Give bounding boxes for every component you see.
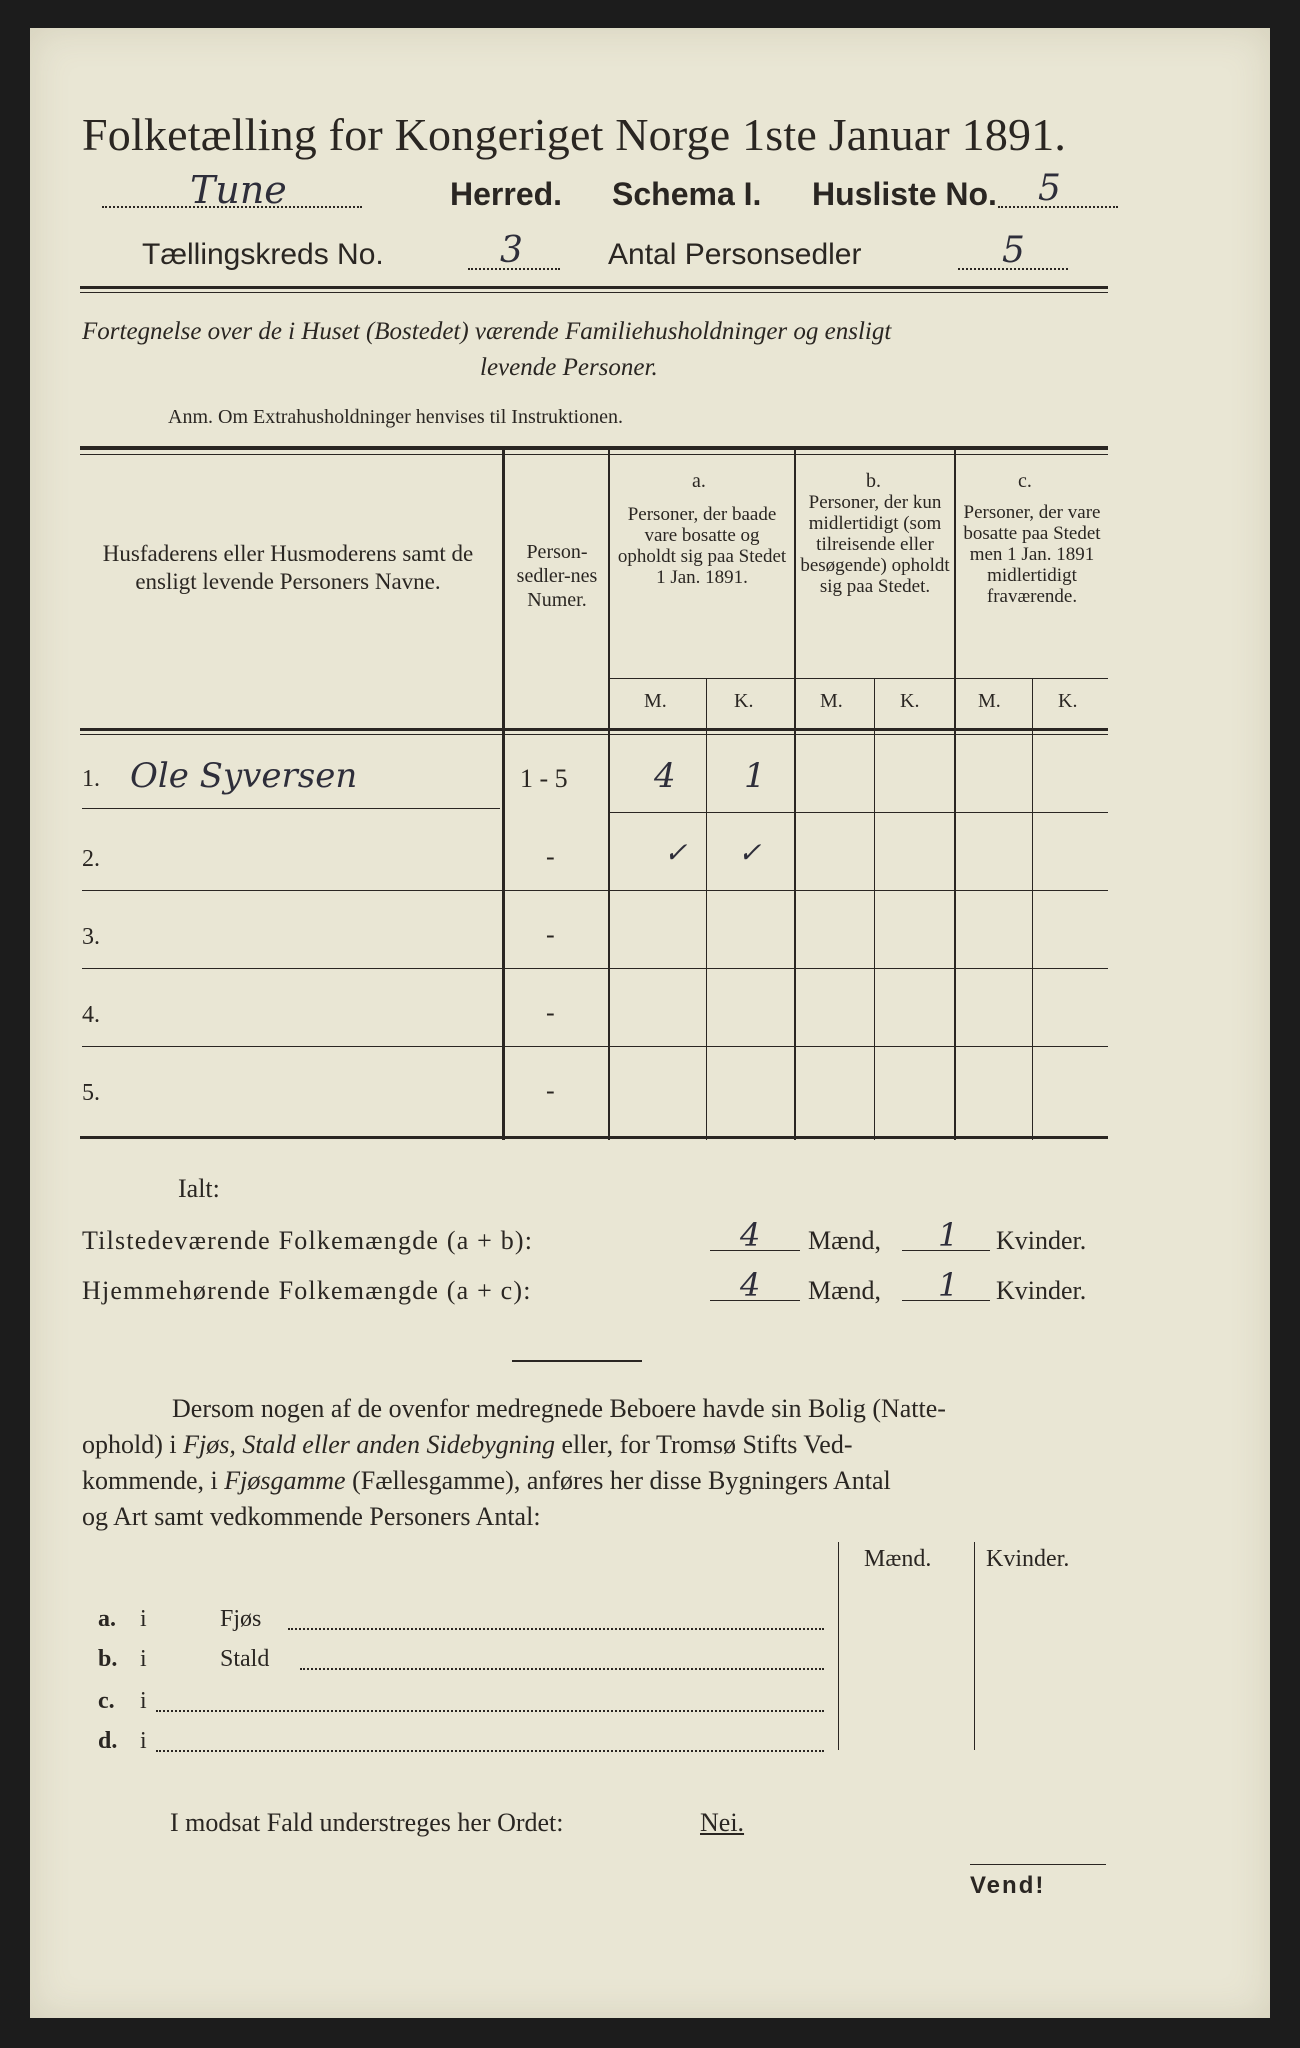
modsat-text: I modsat Fald understreges her Ordet: <box>170 1808 564 1837</box>
col-header-a: Personer, der baade vare bosatte og opholdt sig paa Stedet 1 Jan. 1891. <box>617 504 787 588</box>
row-numer: - <box>546 920 555 949</box>
row-number: 2. <box>82 846 100 872</box>
row-numer: - <box>546 1076 555 1105</box>
col-b-m: M. <box>820 690 843 712</box>
row-a-k: 1 <box>744 756 766 796</box>
item-letter: b. <box>98 1646 118 1672</box>
item-letter: a. <box>98 1606 116 1632</box>
item-letter: c. <box>98 1688 115 1714</box>
herred-value: Tune <box>190 168 287 212</box>
herred-label: Herred. <box>450 176 563 212</box>
bolig-text-3: kommende, i Fjøsgamme (Fællesgamme), anføres her disse Bygningers Antal <box>82 1466 891 1495</box>
col-header-c: Personer, der vare bosatte paa Stedet men 1 Jan. 1891 midlertidigt fraværende. <box>963 502 1101 607</box>
row-name: Ole Syversen <box>130 756 358 796</box>
schema-label: Schema I. <box>612 176 762 212</box>
hjemme-maend-value: 4 <box>740 1266 761 1304</box>
item-i: i <box>140 1688 147 1714</box>
ialt-label: Ialt: <box>178 1174 220 1203</box>
col-b-letter: b. <box>866 470 881 492</box>
item-i: i <box>140 1606 147 1632</box>
hjemme-kvinder-label: Kvinder. <box>996 1276 1087 1305</box>
kreds-label: Tællingskreds No. <box>142 238 384 271</box>
anm-note: Anm. Om Extrahusholdninger henvises til Instruktionen. <box>168 406 623 428</box>
item-letter: d. <box>98 1728 118 1754</box>
row-numer: - <box>546 998 555 1027</box>
husliste-value: 5 <box>1038 168 1061 209</box>
row-number: 1. <box>82 766 100 792</box>
col-header-numer: Person-sedler-nes Numer. <box>516 541 598 611</box>
col-header-name: Husfaderens eller Husmoderens samt de ensligt levende Personers Navne. <box>102 541 474 594</box>
bolig-text-4: og Art samt vedkommende Personers Antal: <box>82 1502 541 1531</box>
row-a-m: ✓ <box>664 836 688 869</box>
form-title: Folketælling for Kongeriget Norge 1ste Januar 1891. <box>82 109 1067 160</box>
antal-value: 5 <box>1002 230 1025 271</box>
tilstede-kvinder-value: 1 <box>938 1216 959 1254</box>
hjemme-label: Hjemmehørende Folkemængde (a + c): <box>82 1276 532 1305</box>
vend-label: Vend! <box>970 1872 1046 1899</box>
antal-label: Antal Personsedler <box>608 238 862 271</box>
intro-line-2: levende Personer. <box>480 354 658 381</box>
hjemme-kvinder-value: 1 <box>938 1266 959 1304</box>
bolig-text-2: ophold) i Fjøs, Stald eller anden Sidebygning eller, for Tromsø Stifts Ved- <box>82 1430 853 1459</box>
nei-word: Nei. <box>700 1808 745 1837</box>
col-c-k: K. <box>1058 690 1078 712</box>
row-number: 5. <box>82 1080 100 1106</box>
census-form-page <box>30 28 1270 2018</box>
col-a-k: K. <box>734 690 754 712</box>
item-label: Stald <box>220 1646 270 1672</box>
row-numer: - <box>546 842 555 871</box>
intro-line-1: Fortegnelse over de i Huset (Bostedet) værende Familiehusholdninger og ensligt <box>82 318 892 345</box>
tilstede-maend-label: Mænd, <box>808 1226 881 1255</box>
col-c-letter: c. <box>1018 470 1032 492</box>
row-numer: 1 - 5 <box>520 764 568 793</box>
col-header-b: Personer, der kun midlertidigt (som tilreisende eller besøgende) opholdt sig paa Stedet. <box>800 492 950 597</box>
col-a-letter: a. <box>692 470 706 492</box>
row-number: 3. <box>82 924 100 950</box>
husliste-label: Husliste No. <box>812 176 997 212</box>
row-a-k: ✓ <box>738 836 762 869</box>
tilstede-kvinder-label: Kvinder. <box>996 1226 1087 1255</box>
tilstede-label: Tilstedeværende Folkemængde (a + b): <box>82 1226 534 1255</box>
kreds-value: 3 <box>500 230 523 271</box>
col-b-k: K. <box>900 690 920 712</box>
divider <box>512 1360 642 1362</box>
tilstede-maend-value: 4 <box>740 1216 761 1254</box>
col-a-m: M. <box>644 690 667 712</box>
item-label: Fjøs <box>220 1606 262 1632</box>
hjemme-maend-label: Mænd, <box>808 1276 881 1305</box>
col-c-m: M. <box>978 690 1001 712</box>
item-i: i <box>140 1646 147 1672</box>
item-i: i <box>140 1728 147 1754</box>
bolig-kvinder-header: Kvinder. <box>986 1546 1070 1572</box>
bolig-maend-header: Mænd. <box>864 1546 932 1572</box>
bolig-text-1: Dersom nogen af de ovenfor medregnede Beboere havde sin Bolig (Natte- <box>172 1394 946 1423</box>
row-a-m: 4 <box>654 756 676 796</box>
row-number: 4. <box>82 1002 100 1028</box>
